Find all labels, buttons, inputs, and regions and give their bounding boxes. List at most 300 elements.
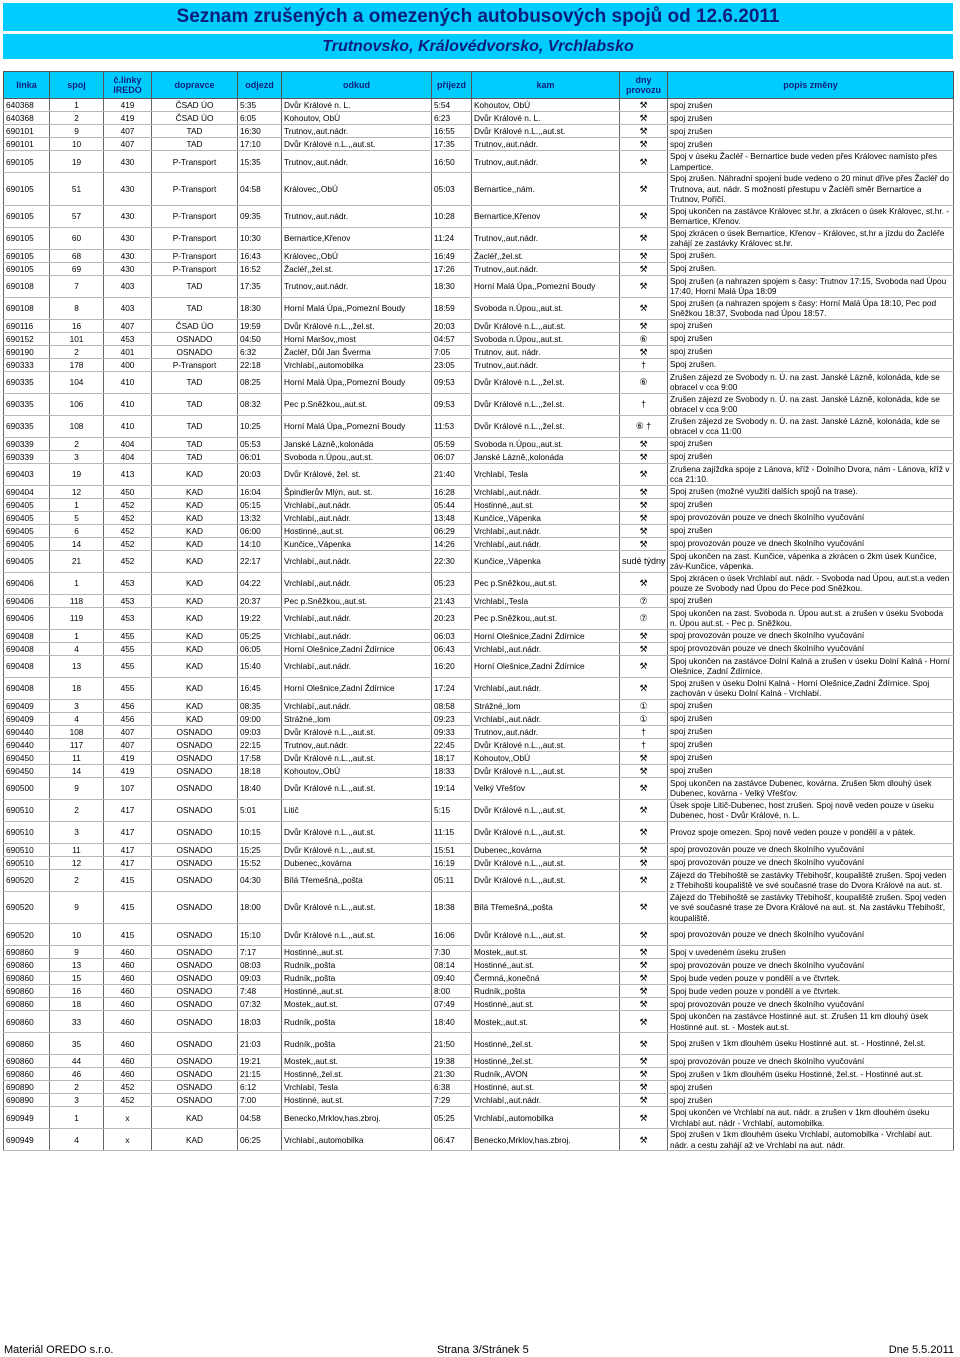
cell-odkud: Vrchlabí,,aut.nádr.	[282, 572, 432, 594]
cell-dny-provozu: ⚒	[620, 751, 668, 764]
table-row	[4, 262, 954, 275]
cell-odkud: Vrchlabí, Tesla	[282, 1081, 432, 1094]
cell-dny-provozu: sudé týdny	[620, 550, 668, 572]
table-row	[4, 777, 954, 799]
cell-odkud: Trutnov,,aut.nádr.	[282, 151, 432, 173]
cell-dny-provozu: ①	[620, 712, 668, 725]
cell-spoj: 7	[50, 275, 104, 297]
cell-prijezd: 14:26	[432, 537, 472, 550]
cell-iredo: 456	[104, 699, 152, 712]
table-row	[4, 764, 954, 777]
cell-spoj: 12	[50, 485, 104, 498]
table-row	[4, 843, 954, 856]
cell-prijezd: 16:49	[432, 249, 472, 262]
table-row	[4, 1129, 954, 1151]
cell-kam: Pec p.Sněžkou,,aut.st.	[472, 607, 620, 629]
cell-dopravce: TAD	[152, 138, 238, 151]
cell-kam: Kunčice,,Vápenka	[472, 550, 620, 572]
cell-iredo: 417	[104, 856, 152, 869]
cell-spoj: 19	[50, 463, 104, 485]
cell-odkud: Trutnov,,aut.nádr.	[282, 738, 432, 751]
cell-prijezd: 7:05	[432, 345, 472, 358]
cell-spoj: 68	[50, 249, 104, 262]
cell-dopravce: OSNADO	[152, 725, 238, 738]
cell-odkud: Litič	[282, 799, 432, 821]
table-row	[4, 924, 954, 946]
cell-popis-zmeny: spoj zrušen	[668, 498, 954, 511]
table-header-row	[4, 72, 954, 99]
cell-linka: 690860	[4, 1068, 50, 1081]
cell-popis-zmeny: Zrušen zájezd ze Svobody n. Ú. na zast. Janské Lázně, kolonáda, kde se obracel v cca 9:00	[668, 371, 954, 393]
cell-prijezd: 21:50	[432, 1033, 472, 1055]
cell-dopravce: ČSAD ÚO	[152, 319, 238, 332]
cell-odjezd: 18:40	[238, 777, 282, 799]
cell-spoj: 9	[50, 125, 104, 138]
cell-iredo: x	[104, 1129, 152, 1151]
cell-linka: 690860	[4, 1011, 50, 1033]
cell-kam: Svoboda n.Úpou,,aut.st.	[472, 297, 620, 319]
cell-prijezd: 16:19	[432, 856, 472, 869]
cell-linka: 690152	[4, 332, 50, 345]
cell-popis-zmeny: Spoj zrušen.	[668, 358, 954, 371]
cell-popis-zmeny: Provoz spoje omezen. Spoj nově veden pouze v pondělí a v pátek.	[668, 821, 954, 843]
cell-popis-zmeny: Spoj zrušen.	[668, 249, 954, 262]
cell-dny-provozu: ⚒	[620, 1011, 668, 1033]
cell-kam: Hostinné, aut.st.	[472, 1081, 620, 1094]
cell-kam: Janské Lázně,,kolonáda	[472, 450, 620, 463]
cell-spoj: 1	[50, 629, 104, 642]
table-row	[4, 173, 954, 206]
cell-linka: 690405	[4, 498, 50, 511]
cell-dopravce: KAD	[152, 498, 238, 511]
cell-iredo: 410	[104, 393, 152, 415]
cell-iredo: 419	[104, 764, 152, 777]
cell-popis-zmeny: spoj zrušen	[668, 524, 954, 537]
col-header-linka: linka	[4, 72, 50, 99]
cell-popis-zmeny: spoj provozován pouze ve dnech školního vyučování	[668, 998, 954, 1011]
cell-linka: 690520	[4, 869, 50, 891]
cell-iredo: 455	[104, 655, 152, 677]
cell-dopravce: KAD	[152, 572, 238, 594]
cell-popis-zmeny: Spoj ukončen na zastávce Dolní Kalná a zrušen v úseku Dolní Kalná - Horní Olešnice, Zadní Ždírnice.	[668, 655, 954, 677]
cell-kam: Vrchlabí,,aut.nádr.	[472, 642, 620, 655]
cell-prijezd: 13:48	[432, 511, 472, 524]
document-title: Seznam zrušených a omezených autobusových spojů od 12.6.2011	[3, 3, 953, 31]
cell-odkud: Dvůr Králové n.L.,,aut.st.	[282, 891, 432, 924]
cell-odjezd: 08:25	[238, 371, 282, 393]
cell-odkud: Kohoutov, ObÚ	[282, 112, 432, 125]
cell-iredo: 400	[104, 358, 152, 371]
cell-linka: 690450	[4, 764, 50, 777]
cell-dny-provozu: ①	[620, 699, 668, 712]
cell-dopravce: KAD	[152, 537, 238, 550]
region-subtitle: Trutnovsko, Královédvorsko, Vrchlabsko	[3, 33, 953, 59]
cell-prijezd: 17:24	[432, 677, 472, 699]
cell-odjezd: 19:59	[238, 319, 282, 332]
cell-popis-zmeny: Spoj ukončen na zastávce Královec st.hr. a zkrácen o úsek Královec, st.hr. - Bernartice, Křenov.	[668, 205, 954, 227]
cell-dopravce: ČSAD ÚO	[152, 99, 238, 112]
cell-odjezd: 09:03	[238, 725, 282, 738]
cell-dny-provozu: ⚒	[620, 972, 668, 985]
cell-spoj: 1	[50, 572, 104, 594]
cell-iredo: 453	[104, 332, 152, 345]
cell-odkud: Kunčice,,Vápenka	[282, 537, 432, 550]
cell-odjezd: 08:03	[238, 959, 282, 972]
cell-spoj: 106	[50, 393, 104, 415]
cell-iredo: 403	[104, 297, 152, 319]
cell-odjezd: 16:30	[238, 125, 282, 138]
cell-linka: 690440	[4, 738, 50, 751]
cell-prijezd: 04:57	[432, 332, 472, 345]
cell-iredo: 415	[104, 891, 152, 924]
cell-dopravce: P-Transport	[152, 227, 238, 249]
cell-odjezd: 17:35	[238, 275, 282, 297]
table-row	[4, 345, 954, 358]
footer-page-number: Strana 3/Stránek 5	[437, 1344, 529, 1356]
cell-odkud: Janské Lázně,,kolonáda	[282, 437, 432, 450]
cell-prijezd: 22:30	[432, 550, 472, 572]
cell-spoj: 10	[50, 924, 104, 946]
cell-spoj: 12	[50, 856, 104, 869]
table-row	[4, 297, 954, 319]
cell-dny-provozu: ⚒	[620, 764, 668, 777]
cell-odkud: Strážné,,lom	[282, 712, 432, 725]
cell-dny-provozu: ⚒	[620, 891, 668, 924]
cell-dny-provozu: ⚒	[620, 1107, 668, 1129]
cell-prijezd: 7:30	[432, 946, 472, 959]
cell-prijezd: 09:23	[432, 712, 472, 725]
cell-dopravce: OSNADO	[152, 1068, 238, 1081]
cell-dny-provozu: ⑦	[620, 607, 668, 629]
cell-dny-provozu: ⚒	[620, 629, 668, 642]
cell-odkud: Hostinné,,žel.st.	[282, 1068, 432, 1081]
cell-prijezd: 11:24	[432, 227, 472, 249]
cell-dopravce: KAD	[152, 594, 238, 607]
cell-linka: 690405	[4, 550, 50, 572]
table-row	[4, 594, 954, 607]
cell-spoj: 1	[50, 498, 104, 511]
cell-kam: Trutnov,,aut.nádr.	[472, 227, 620, 249]
cell-linka: 690408	[4, 677, 50, 699]
cell-odjezd: 08:32	[238, 393, 282, 415]
cell-linka: 690860	[4, 998, 50, 1011]
cell-prijezd: 11:53	[432, 415, 472, 437]
cell-iredo: 401	[104, 345, 152, 358]
cell-dny-provozu: ⚒	[620, 998, 668, 1011]
table-row	[4, 463, 954, 485]
cell-kam: Horní Olešnice,Zadní Ždírnice	[472, 629, 620, 642]
cell-prijezd: 06:03	[432, 629, 472, 642]
cell-spoj: 18	[50, 677, 104, 699]
cell-iredo: 452	[104, 1081, 152, 1094]
cell-prijezd: 10:28	[432, 205, 472, 227]
cell-linka: 690406	[4, 607, 50, 629]
cell-linka: 690500	[4, 777, 50, 799]
cell-dny-provozu: ⚒	[620, 985, 668, 998]
cell-popis-zmeny: spoj zrušen	[668, 125, 954, 138]
cell-kam: Mostek,,aut.st.	[472, 1011, 620, 1033]
cell-linka: 690105	[4, 173, 50, 206]
cell-iredo: 453	[104, 607, 152, 629]
cell-dopravce: OSNADO	[152, 777, 238, 799]
cell-linka: 690510	[4, 821, 50, 843]
cell-linka: 690403	[4, 463, 50, 485]
cell-prijezd: 06:07	[432, 450, 472, 463]
cell-dopravce: KAD	[152, 511, 238, 524]
cell-odkud: Hostinné, aut.st.	[282, 1094, 432, 1107]
cell-popis-zmeny: Spoj bude veden pouze v pondělí a ve čtvrtek.	[668, 972, 954, 985]
cell-dopravce: OSNADO	[152, 891, 238, 924]
cell-dny-provozu: ⚒	[620, 437, 668, 450]
cell-dopravce: OSNADO	[152, 332, 238, 345]
cell-prijezd: 09:33	[432, 725, 472, 738]
col-header-dopravce: dopravce	[152, 72, 238, 99]
cell-dopravce: OSNADO	[152, 843, 238, 856]
table-row	[4, 332, 954, 345]
cell-odjezd: 04:30	[238, 869, 282, 891]
cell-kam: Trutnov, aut. nádr.	[472, 345, 620, 358]
cell-dopravce: OSNADO	[152, 959, 238, 972]
cell-dopravce: KAD	[152, 677, 238, 699]
cell-iredo: 460	[104, 985, 152, 998]
cell-prijezd: 16:20	[432, 655, 472, 677]
cell-odjezd: 05:15	[238, 498, 282, 511]
table-row	[4, 725, 954, 738]
cell-odkud: Rudník,,pošta	[282, 972, 432, 985]
cell-odjezd: 14:10	[238, 537, 282, 550]
cell-popis-zmeny: spoj zrušen	[668, 738, 954, 751]
cell-linka: 690406	[4, 572, 50, 594]
cell-prijezd: 18:38	[432, 891, 472, 924]
cell-dny-provozu: ⚒	[620, 1094, 668, 1107]
table-row	[4, 891, 954, 924]
cell-odjezd: 21:15	[238, 1068, 282, 1081]
cell-odkud: Horní Maršov,,most	[282, 332, 432, 345]
cell-kam: Vrchlabí,,aut.nádr.	[472, 524, 620, 537]
cell-linka: 690105	[4, 205, 50, 227]
cell-dny-provozu: ⚒	[620, 1129, 668, 1151]
cell-odjezd: 10:15	[238, 821, 282, 843]
cell-odjezd: 06:05	[238, 642, 282, 655]
cell-dopravce: OSNADO	[152, 821, 238, 843]
cell-dopravce: OSNADO	[152, 1011, 238, 1033]
cell-odjezd: 6:12	[238, 1081, 282, 1094]
cell-dopravce: KAD	[152, 712, 238, 725]
cell-kam: Dvůr Králové n.L.,,žel.st.	[472, 371, 620, 393]
cell-iredo: 430	[104, 227, 152, 249]
cell-dopravce: TAD	[152, 415, 238, 437]
table-row	[4, 869, 954, 891]
cell-prijezd: 18:17	[432, 751, 472, 764]
cell-odkud: Vrchlabí,,aut.nádr.	[282, 629, 432, 642]
cell-odkud: Horní Olešnice,Zadní Ždírnice	[282, 677, 432, 699]
cell-dny-provozu: ⚒	[620, 537, 668, 550]
cell-kam: Vrchlabí,,aut.nádr.	[472, 537, 620, 550]
cell-prijezd: 06:47	[432, 1129, 472, 1151]
cell-prijezd: 21:40	[432, 463, 472, 485]
cell-prijezd: 21:30	[432, 1068, 472, 1081]
cell-dopravce: P-Transport	[152, 151, 238, 173]
table-row	[4, 629, 954, 642]
cell-popis-zmeny: spoj zrušen	[668, 450, 954, 463]
cell-spoj: 35	[50, 1033, 104, 1055]
cell-spoj: 15	[50, 972, 104, 985]
cell-odjezd: 15:52	[238, 856, 282, 869]
cell-prijezd: 06:29	[432, 524, 472, 537]
cell-linka: 690949	[4, 1129, 50, 1151]
cell-dopravce: OSNADO	[152, 946, 238, 959]
cell-dny-provozu: †	[620, 738, 668, 751]
table-row	[4, 319, 954, 332]
cell-kam: Hostinné,,žel.st.	[472, 1055, 620, 1068]
cell-odjezd: 05:25	[238, 629, 282, 642]
cell-popis-zmeny: spoj provozován pouze ve dnech školního vyučování	[668, 843, 954, 856]
cell-linka: 690405	[4, 537, 50, 550]
cell-spoj: 14	[50, 764, 104, 777]
cell-iredo: 413	[104, 463, 152, 485]
cell-popis-zmeny: spoj provozován pouze ve dnech školního vyučování	[668, 924, 954, 946]
cell-odjezd: 20:03	[238, 463, 282, 485]
cell-odkud: Hostinné,,aut.st.	[282, 946, 432, 959]
cell-popis-zmeny: spoj zrušen	[668, 332, 954, 345]
cell-dny-provozu: ⚒	[620, 498, 668, 511]
table-row	[4, 1107, 954, 1129]
cell-linka: 690510	[4, 843, 50, 856]
cell-odkud: Pec p.Sněžkou,,aut.st.	[282, 594, 432, 607]
cell-odjezd: 7:17	[238, 946, 282, 959]
cell-kam: Trutnov,,aut.nádr.	[472, 138, 620, 151]
cell-odjezd: 15:35	[238, 151, 282, 173]
cell-kam: Bernartice,,nám.	[472, 173, 620, 206]
cell-dny-provozu: ⚒	[620, 319, 668, 332]
table-body	[4, 99, 954, 1151]
cell-prijezd: 16:50	[432, 151, 472, 173]
cell-linka: 690860	[4, 946, 50, 959]
cell-linka: 690408	[4, 642, 50, 655]
cell-popis-zmeny: spoj zrušen	[668, 725, 954, 738]
cell-odkud: Žacléř, Důl Jan Šverma	[282, 345, 432, 358]
cell-iredo: 460	[104, 1033, 152, 1055]
col-header-kam: kam	[472, 72, 620, 99]
cell-dny-provozu: ⚒	[620, 297, 668, 319]
cell-dny-provozu: ⚒	[620, 205, 668, 227]
cell-kam: Vrchlabí,,automobilka	[472, 1107, 620, 1129]
cell-linka: 690890	[4, 1094, 50, 1107]
cell-dopravce: KAD	[152, 607, 238, 629]
cell-dny-provozu: ⑥	[620, 332, 668, 345]
cell-linka: 690105	[4, 151, 50, 173]
cell-prijezd: 16:28	[432, 485, 472, 498]
cell-prijezd: 05:44	[432, 498, 472, 511]
cell-spoj: 18	[50, 998, 104, 1011]
cell-popis-zmeny: spoj zrušen	[668, 699, 954, 712]
cell-popis-zmeny: Spoj zkrácen o úsek Vrchlabí aut. nádr. - Svoboda nad Úpou, aut.st.a veden pouze ze Svobody nad Úpou do Pece pod Sněžkou.	[668, 572, 954, 594]
cell-odjezd: 22:17	[238, 550, 282, 572]
cell-iredo: 453	[104, 594, 152, 607]
cell-iredo: 410	[104, 415, 152, 437]
cell-odjezd: 15:10	[238, 924, 282, 946]
table-row	[4, 607, 954, 629]
cell-odkud: Vrchlabí,,aut.nádr.	[282, 655, 432, 677]
cell-spoj: 119	[50, 607, 104, 629]
cell-dopravce: OSNADO	[152, 1094, 238, 1107]
cell-linka: 690949	[4, 1107, 50, 1129]
col-header-iredo: č.linky IREDO	[104, 72, 152, 99]
cell-iredo: 460	[104, 1068, 152, 1081]
cell-linka: 690116	[4, 319, 50, 332]
cell-prijezd: 20:03	[432, 319, 472, 332]
cell-linka: 690409	[4, 712, 50, 725]
cell-iredo: 450	[104, 485, 152, 498]
cell-iredo: 417	[104, 821, 152, 843]
cell-dopravce: OSNADO	[152, 345, 238, 358]
cell-iredo: 460	[104, 959, 152, 972]
cell-odkud: Vrchlabí,,automobilka	[282, 1129, 432, 1151]
cell-odkud: Horní Malá Úpa,,Pomezní Boudy	[282, 371, 432, 393]
cell-kam: Vrchlabí,,aut.nádr.	[472, 677, 620, 699]
cell-popis-zmeny: Spoj zrušen v úseku Dolní Kalná - Horní Olešnice,Zadní Ždírnice. Spoj zachován v úseku Dolní Kalná - Vrchlabí.	[668, 677, 954, 699]
cell-dny-provozu: ⚒	[620, 112, 668, 125]
cell-popis-zmeny: Spoj ukončen na zast. Kunčice, vápenka a zkrácen o 2km úsek Kunčice, záv-Kunčice, vápenka.	[668, 550, 954, 572]
cell-spoj: 2	[50, 437, 104, 450]
cell-spoj: 2	[50, 112, 104, 125]
col-header-spoj: spoj	[50, 72, 104, 99]
cancellations-table	[3, 71, 954, 1151]
footer-date: Dne 5.5.2011	[888, 1344, 954, 1356]
cell-kam: Dvůr Králové n.L.,,aut.st.	[472, 764, 620, 777]
cell-popis-zmeny: spoj zrušen	[668, 99, 954, 112]
cell-kam: Vrchlabí,,aut.nádr.	[472, 485, 620, 498]
cell-odjezd: 16:52	[238, 262, 282, 275]
cell-odkud: Královec,,ObÚ	[282, 249, 432, 262]
cell-dny-provozu: ⚒	[620, 125, 668, 138]
cell-dopravce: KAD	[152, 1107, 238, 1129]
cell-prijezd: 05:59	[432, 437, 472, 450]
cell-dopravce: TAD	[152, 275, 238, 297]
col-header-odkud: odkud	[282, 72, 432, 99]
cell-dopravce: TAD	[152, 393, 238, 415]
cell-prijezd: 08:58	[432, 699, 472, 712]
table-row	[4, 1033, 954, 1055]
cell-spoj: 9	[50, 777, 104, 799]
cell-spoj: 33	[50, 1011, 104, 1033]
cell-odkud: Vrchlabí,,aut.nádr.	[282, 550, 432, 572]
table-row	[4, 450, 954, 463]
table-row	[4, 998, 954, 1011]
cell-spoj: 51	[50, 173, 104, 206]
cell-iredo: 419	[104, 99, 152, 112]
cell-linka: 690860	[4, 1055, 50, 1068]
cell-dopravce: KAD	[152, 1129, 238, 1151]
cell-popis-zmeny: Spoj zrušen v 1km dlouhém úseku Vrchlabí, automobilka - Vrchlabí aut. nádr. a cestu zahájí až ve Vrchlabí na aut. nádr.	[668, 1129, 954, 1151]
cell-spoj: 104	[50, 371, 104, 393]
cell-kam: Hostinné,,aut.st.	[472, 959, 620, 972]
cell-dopravce: KAD	[152, 699, 238, 712]
cell-spoj: 2	[50, 799, 104, 821]
cell-kam: Trutnov,,aut.nádr.	[472, 262, 620, 275]
cell-linka: 690101	[4, 138, 50, 151]
cell-kam: Pec p.Sněžkou,,aut.st.	[472, 572, 620, 594]
cell-popis-zmeny: Spoj zrušen.	[668, 262, 954, 275]
cell-dopravce: KAD	[152, 524, 238, 537]
cell-popis-zmeny: spoj provozován pouze ve dnech školního vyučování	[668, 511, 954, 524]
cell-spoj: 1	[50, 99, 104, 112]
cell-dny-provozu: ⚒	[620, 655, 668, 677]
cell-iredo: 410	[104, 371, 152, 393]
cell-spoj: 108	[50, 415, 104, 437]
cell-prijezd: 17:26	[432, 262, 472, 275]
cell-odkud: Dvůr Králové n.L.,,aut.st.	[282, 821, 432, 843]
